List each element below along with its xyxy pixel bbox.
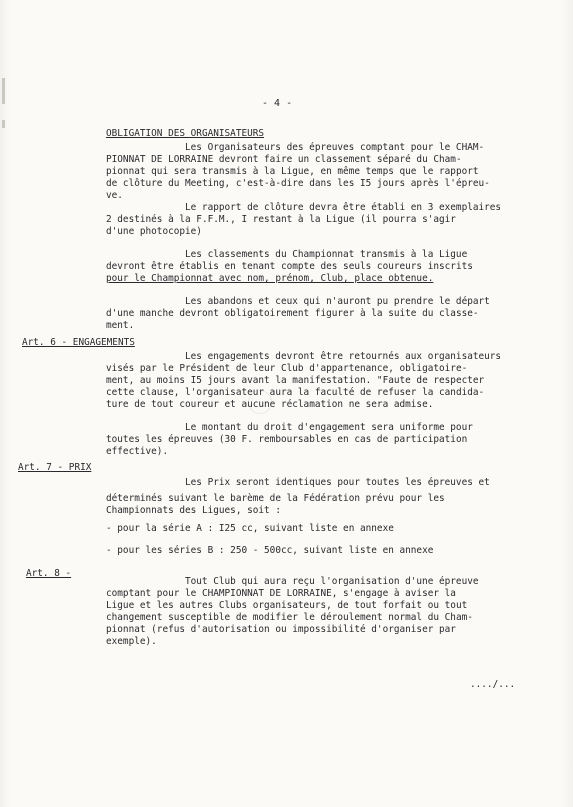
text-line: pour le Championnat avec nom, prénom, Club, place obtenue. — [106, 273, 434, 284]
text-line: 2 destinés à la F.F.M., I restant à la Ligue (il pourra s'agir — [106, 214, 456, 225]
text-line: comptant pour le CHAMPIONNAT DE LORRAINE, s'engage à aviser la — [106, 588, 456, 599]
text-line: pionnat qui sera transmis à la Ligue, en même temps que le rapport — [106, 166, 479, 177]
text-line: Les Organisateurs des épreuves comptant pour le CHAM- — [185, 142, 485, 153]
section-heading-obligation: OBLIGATION DES ORGANISATEURS — [106, 128, 265, 139]
text-line: exemple). — [106, 636, 157, 647]
faint-stamp-mark — [248, 390, 272, 414]
text-line: devront être établis en tenant compte des seuls coureurs inscrits — [106, 261, 473, 272]
text-line: de clôture du Meeting, c'est-à-dire dans les I5 jours après l'épreu- — [106, 178, 490, 189]
text-line: PIONNAT DE LORRAINE devront faire un classement séparé du Cham- — [106, 154, 462, 165]
text-line: ment. — [106, 320, 135, 331]
text-line: Championnats des Ligues, soit : — [106, 505, 281, 516]
text-line: d'une manche devront obligatoirement figurer à la suite du classe- — [106, 308, 479, 319]
scan-edge-mark — [2, 78, 5, 104]
text-line: pionnat (refus d'autorisation ou impossibilité d'organiser par — [106, 624, 456, 635]
text-line: Les abandons et ceux qui n'auront pu prendre le départ — [185, 296, 490, 307]
text-line: ve. — [106, 190, 123, 201]
text-line: Les engagements devront être retournés aux organisateurs — [185, 351, 502, 362]
text-line: Le montant du droit d'engagement sera uniforme pour — [185, 422, 473, 433]
continuation-mark: ..../... — [470, 679, 516, 690]
text-line: Les Prix seront identiques pour toutes les épreuves et — [185, 477, 490, 488]
section-heading-art6: Art. 6 - ENGAGEMENTS — [22, 337, 135, 348]
text-line: ment, au moins I5 jours avant la manifestation. "Faute de respecter — [106, 375, 485, 386]
section-heading-art8: Art. 8 - — [26, 568, 72, 579]
list-item-series-a: - pour la série A : I25 cc, suivant liste en annexe — [106, 523, 394, 534]
text-line: d'une photocopie) — [106, 226, 202, 237]
text-line: déterminés suivant le barème de la Fédération prévu pour les — [106, 493, 445, 504]
page-number: - 4 - — [262, 98, 293, 109]
list-item-series-b: - pour les séries B : 250 - 500cc, suivant liste en annexe — [106, 545, 434, 556]
text-line: effective). — [106, 446, 169, 457]
text-line: Ligue et les autres Clubs organisateurs, de tout forfait ou tout — [106, 600, 468, 611]
text-line: Les classements du Championnat transmis à la Ligue — [185, 249, 468, 260]
text-line: ture de tout coureur et aucune réclamation ne sera admise. — [106, 399, 434, 410]
text-line: visés par le Président de leur Club d'appartenance, obligatoire- — [106, 363, 468, 374]
section-heading-art7: Art. 7 - PRIX — [18, 462, 92, 473]
text-line: changement susceptible de modifier le déroulement normal du Cham- — [106, 612, 473, 623]
scan-edge-mark — [2, 120, 5, 128]
text-line: toutes les épreuves (30 F. remboursables en cas de participation — [106, 434, 468, 445]
text-line: Tout Club qui aura reçu l'organisation d'une épreuve — [185, 576, 479, 587]
text-line: Le rapport de clôture devra être établi en 3 exemplaires — [185, 202, 502, 213]
text-line: cette clause, l'organisateur aura la faculté de refuser la candida- — [106, 387, 485, 398]
